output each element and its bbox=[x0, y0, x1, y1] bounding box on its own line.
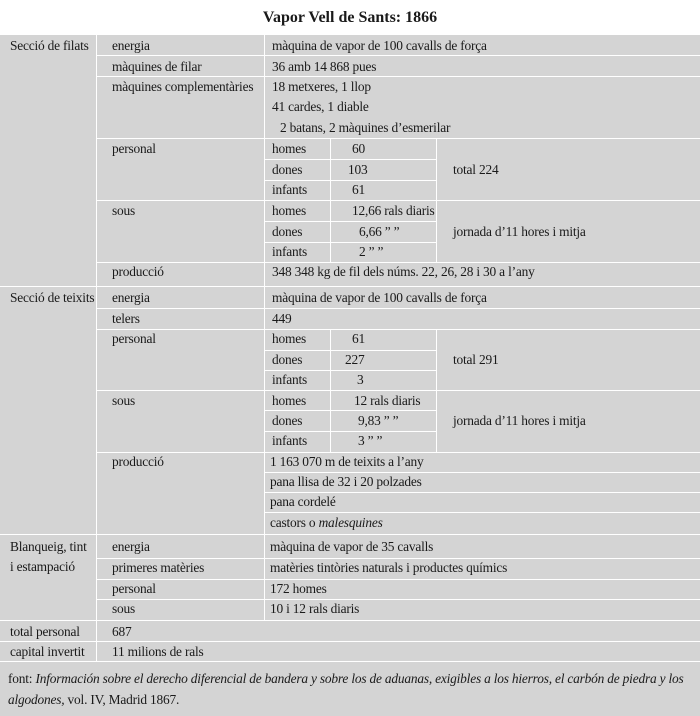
sub-key: infants bbox=[272, 244, 308, 259]
divider bbox=[96, 390, 700, 391]
section-label-filats: Secció de filats bbox=[10, 38, 89, 53]
row-key: telers bbox=[112, 311, 140, 326]
sub-value: 103 bbox=[348, 162, 368, 177]
divider bbox=[264, 221, 436, 222]
sub-key: homes bbox=[272, 393, 306, 408]
divider bbox=[96, 329, 700, 330]
divider bbox=[264, 34, 265, 620]
row-value: pana llisa de 32 i 20 polzades bbox=[270, 474, 422, 489]
row-key: energia bbox=[112, 38, 150, 53]
divider bbox=[264, 242, 436, 243]
table-title: Vapor Vell de Sants: 1866 bbox=[0, 0, 700, 35]
row-value: 172 homes bbox=[270, 581, 327, 596]
sub-value: 6,66 ” ” bbox=[359, 224, 400, 239]
divider bbox=[0, 534, 700, 535]
divider bbox=[96, 558, 700, 559]
sub-key: homes bbox=[272, 203, 306, 218]
divider bbox=[96, 308, 700, 309]
row-value-italic: malesquines bbox=[318, 515, 383, 530]
divider bbox=[264, 512, 700, 513]
divider bbox=[264, 410, 436, 411]
divider bbox=[264, 431, 436, 432]
sub-value: 3 ” ” bbox=[358, 433, 383, 448]
row-key: màquines de filar bbox=[112, 59, 202, 74]
sub-value: 61 bbox=[352, 182, 365, 197]
row-value: matèries tintòries naturals i productes químics bbox=[270, 560, 508, 575]
row-value: 10 i 12 rals diaris bbox=[270, 601, 360, 616]
sub-key: dones bbox=[272, 162, 303, 177]
row-value: 36 amb 14 868 pues bbox=[272, 59, 377, 74]
total-personal-value: 687 bbox=[112, 624, 132, 639]
row-key: energia bbox=[112, 290, 150, 305]
row-key: personal bbox=[112, 581, 156, 596]
row-key: sous bbox=[112, 601, 136, 616]
divider bbox=[0, 34, 700, 35]
row-key: sous bbox=[112, 203, 136, 218]
source-note bbox=[0, 661, 700, 716]
jornada-note: jornada d’11 hores i mitja bbox=[453, 413, 586, 428]
source-suffix: vol. IV, Madrid 1867. bbox=[64, 692, 180, 707]
row-key: personal bbox=[112, 141, 156, 156]
divider bbox=[264, 180, 436, 181]
row-value: 1 163 070 m de teixits a l’any bbox=[270, 454, 424, 469]
total-note: total 224 bbox=[453, 162, 499, 177]
row-value: 18 metxeres, 1 llop bbox=[272, 79, 371, 94]
total-note: total 291 bbox=[453, 352, 499, 367]
divider bbox=[330, 329, 331, 452]
sub-value: 9,83 ” ” bbox=[358, 413, 399, 428]
sub-key: dones bbox=[272, 413, 303, 428]
sub-value: 2 ” ” bbox=[359, 244, 384, 259]
sub-key: homes bbox=[272, 141, 306, 156]
sub-value: 3 bbox=[357, 372, 364, 387]
capital-value: 11 milions de rals bbox=[112, 644, 204, 659]
row-key: producció bbox=[112, 454, 164, 469]
divider bbox=[96, 262, 700, 263]
row-key: personal bbox=[112, 331, 156, 346]
divider bbox=[96, 55, 700, 56]
capital-label: capital invertit bbox=[10, 644, 85, 659]
divider bbox=[436, 329, 437, 452]
divider bbox=[264, 159, 436, 160]
row-value: 41 cardes, 1 diable bbox=[272, 99, 369, 114]
divider bbox=[96, 579, 700, 580]
sub-key: dones bbox=[272, 224, 303, 239]
divider bbox=[96, 599, 700, 600]
divider bbox=[96, 620, 97, 661]
divider bbox=[0, 641, 700, 642]
divider bbox=[264, 492, 700, 493]
section-label-blanqueig: Blanqueig, tint bbox=[10, 539, 87, 554]
row-value: màquina de vapor de 100 cavalls de força bbox=[272, 290, 487, 305]
source-text bbox=[8, 668, 696, 710]
divider bbox=[264, 350, 436, 351]
source-prefix: font: bbox=[8, 671, 36, 686]
source-title: Información sobre el derecho diferencial de bandera y sobre los de aduanas, exigibles a los hierros, el carbón de piedra y los algodones, bbox=[8, 671, 684, 707]
row-value: 2 batans, 2 màquines d’esmerilar bbox=[280, 120, 451, 135]
sub-value: 12 rals diaris bbox=[354, 393, 421, 408]
row-key: sous bbox=[112, 393, 136, 408]
sub-key: homes bbox=[272, 331, 306, 346]
sub-key: infants bbox=[272, 182, 308, 197]
divider bbox=[264, 370, 436, 371]
section-label-teixits: Secció de teixits bbox=[10, 290, 95, 305]
divider bbox=[96, 200, 700, 201]
sub-key: infants bbox=[272, 372, 308, 387]
row-key: primeres matèries bbox=[112, 560, 205, 575]
row-value: 449 bbox=[272, 311, 292, 326]
row-value: màquina de vapor de 35 cavalls bbox=[270, 539, 434, 554]
row-key: producció bbox=[112, 264, 164, 279]
divider bbox=[330, 138, 331, 262]
row-key: màquines complementàries bbox=[112, 79, 254, 94]
divider bbox=[0, 286, 700, 287]
row-value bbox=[270, 515, 383, 531]
sub-value: 227 bbox=[345, 352, 365, 367]
total-personal-label: total personal bbox=[10, 624, 80, 639]
divider bbox=[96, 452, 700, 453]
sub-key: infants bbox=[272, 433, 308, 448]
sub-value: 61 bbox=[352, 331, 365, 346]
divider bbox=[0, 620, 700, 621]
divider bbox=[96, 34, 97, 620]
divider bbox=[96, 76, 700, 77]
row-value-plain: castors o bbox=[270, 515, 319, 530]
section-label-blanqueig-line2: i estampació bbox=[10, 559, 75, 574]
sub-value: 12,66 rals diaris bbox=[352, 203, 435, 218]
divider bbox=[264, 472, 700, 473]
jornada-note: jornada d’11 hores i mitja bbox=[453, 224, 586, 239]
row-value: màquina de vapor de 100 cavalls de força bbox=[272, 38, 487, 53]
divider bbox=[436, 138, 437, 262]
row-value: pana cordelé bbox=[270, 494, 336, 509]
sub-key: dones bbox=[272, 352, 303, 367]
divider bbox=[96, 138, 700, 139]
row-value: 348 348 kg de fil dels núms. 22, 26, 28 i 30 a l’any bbox=[272, 264, 535, 279]
row-key: energia bbox=[112, 539, 150, 554]
sub-value: 60 bbox=[352, 141, 365, 156]
